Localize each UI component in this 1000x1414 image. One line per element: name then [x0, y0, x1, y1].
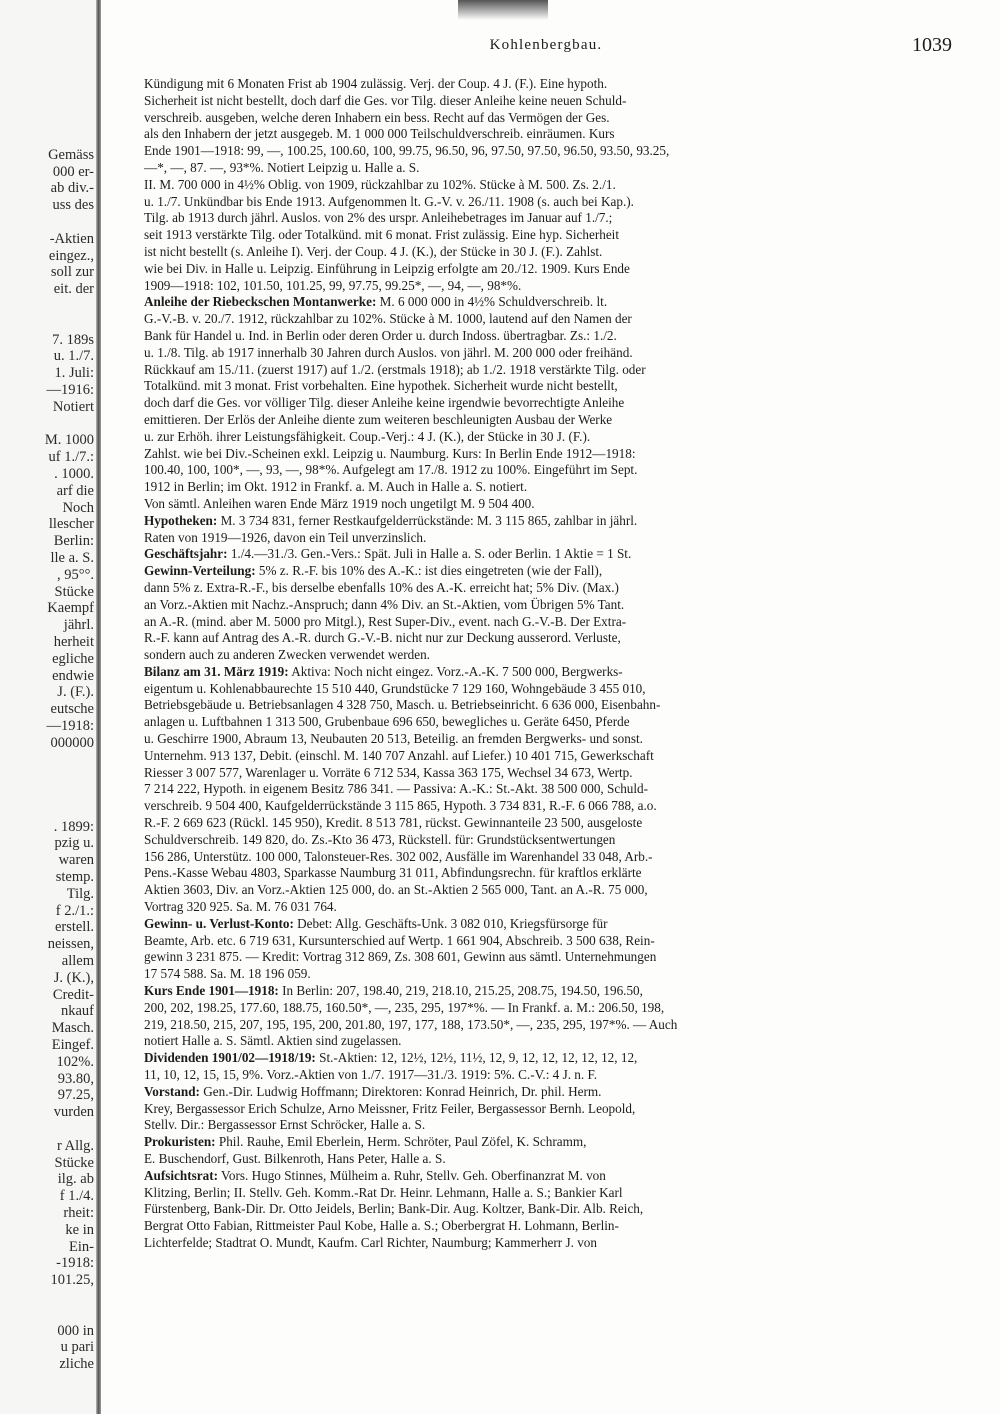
margin-fragment: llescher	[48, 516, 94, 533]
line-text: Krey, Bergassessor Erich Schulze, Arno Meissner, Fritz Feiler, Bergassessor Bernh. Leopold,	[144, 1100, 636, 1116]
text-line	[144, 1151, 952, 1168]
margin-fragment: 97.25,	[57, 1087, 94, 1104]
margin-fragment: egliche	[52, 650, 94, 667]
text-line	[144, 865, 952, 882]
line-text: 11, 10, 12, 15, 15, 9%. Vorz.-Aktien von 1./7. 1917—31./3. 1919: 5%. C.-V.: 4 J. n. F.	[144, 1067, 598, 1083]
line-text: Gen.-Dir. Ludwig Hoffmann; Direktoren: Konrad Heinrich, Dr. phil. Herm.	[199, 1083, 602, 1099]
text-line	[144, 714, 952, 731]
text-line	[144, 462, 952, 479]
text-line	[144, 479, 952, 496]
line-text: als den Inhabern der jetzt ausgegeb. M. 1 000 000 Teilschuldverschreib. einräumen. Kurs	[144, 126, 615, 142]
margin-fragment: waren	[58, 852, 94, 869]
margin-fragment: J. (K.),	[53, 969, 94, 986]
text-line	[144, 546, 952, 563]
line-text: verschreib. ausgeben, welche deren Inhabern ein bess. Recht auf das Vermögen der Ges.	[144, 109, 610, 125]
page-number: 1039	[912, 34, 952, 56]
margin-fragment: Notiert	[52, 398, 94, 415]
text-line	[144, 1084, 952, 1101]
line-text: M. 3 734 831, ferner Restkaufgelderrückstände: M. 3 115 865, zahlbar in jährl.	[217, 512, 638, 528]
text-line	[144, 530, 952, 547]
running-head: Kohlenbergbau.	[489, 37, 603, 53]
text-line	[144, 664, 952, 681]
line-text: 1909—1918: 102, 101.50, 101.25, 99, 97.75, 99.25*, —, 94, —, 98*%.	[144, 277, 522, 293]
margin-fragment: vurden	[53, 1104, 94, 1121]
line-text: u. Geschirre 1900, Abraum 13, Neubauten 20 513, Beteilig. an fremden Bergwerks- und sonst.	[144, 731, 643, 747]
line-text: Pens.-Kasse Webau 4803, Sparkasse Naumburg 31 011, Abfindungsrechn. für kraftlos erklärte	[144, 865, 642, 881]
line-text: Debet: Allg. Geschäfts-Unk. 3 082 010, Kriegsfürsorge für	[293, 915, 608, 931]
margin-fragment	[0, 298, 94, 315]
text-line	[144, 899, 952, 916]
margin-fragment: u pari	[60, 1339, 94, 1356]
section-heading: Vorstand:	[144, 1083, 200, 1099]
line-text: 100.40, 100, 100*, —, 93, —, 98*%. Aufgelegt am 17./8. 1912 zu 100%. Eingeführt im Sept.	[144, 462, 638, 478]
line-text: Phil. Rauhe, Emil Eberlein, Herm. Schröter, Paul Zöfel, K. Schramm,	[215, 1134, 587, 1150]
text-line	[144, 882, 952, 899]
margin-fragment: Berlin:	[53, 533, 94, 550]
section-heading: Prokuristen:	[144, 1134, 216, 1150]
text-line	[144, 194, 952, 211]
margin-fragment: Masch.	[51, 1020, 94, 1037]
line-text: 200, 202, 198.25, 177.60, 188.75, 160.50*, —, 235, 295, 197*%. — In Frankf. a. M.: 206.50, 198,	[144, 999, 665, 1015]
line-text: Stellv. Dir.: Bergassessor Ernst Schröcker, Halle a. S.	[144, 1117, 426, 1133]
line-text: E. Buschendorf, Gust. Bilkenroth, Hans Peter, Halle a. S.	[144, 1151, 446, 1166]
margin-fragment: 101.25,	[50, 1272, 94, 1289]
margin-fragment: stemp.	[55, 869, 94, 886]
line-text: gewinn 3 231 875. — Kredit: Vortrag 312 869, Zs. 308 601, Gewinn aus sämtl. Unternehmungen	[144, 949, 657, 965]
margin-fragment: Ein-	[69, 1238, 94, 1255]
margin-fragment: eingez.,	[48, 247, 94, 264]
margin-fragment: arf die	[56, 482, 94, 499]
margin-fragment: endwie	[52, 667, 94, 684]
line-text: —*, —, 87. —, 93*%. Notiert Leipzig u. Halle a. S.	[144, 159, 420, 175]
section-heading: Gewinn- u. Verlust-Konto:	[144, 915, 294, 931]
text-line	[144, 261, 952, 278]
text-line	[144, 781, 952, 798]
margin-fragment: —1918:	[46, 717, 94, 734]
line-text: an A.-R. (mind. aber M. 5000 pro Mitgl.), Rest Super-Div., event. nach G.-V.-B. Der Extra-	[144, 613, 627, 629]
line-text: II. M. 700 000 in 4½% Oblig. von 1909, rückzahlbar zu 102%. Stücke à M. 500. Zs. 2./1.	[144, 176, 616, 192]
text-line	[144, 143, 952, 160]
text-line	[144, 1000, 952, 1017]
text-line	[144, 93, 952, 110]
margin-fragment: eit. der	[53, 281, 94, 298]
text-line	[144, 563, 952, 580]
margin-fragment: Stücke	[54, 1154, 94, 1171]
text-line	[144, 210, 952, 227]
line-text: Zahlst. wie bei Div.-Scheinen exkl. Leipzig u. Naumburg. Kurs: In Berlin Ende 1912—1918:	[144, 445, 636, 461]
margin-fragment: rheit:	[63, 1205, 94, 1221]
line-text: notiert Halle a. S. Sämtl. Aktien sind zugelassen.	[144, 1033, 402, 1049]
margin-fragment: zliche	[59, 1356, 94, 1373]
line-text: 219, 218.50, 215, 207, 195, 195, 200, 201.80, 197, 177, 188, 173.50*, —, 235, 295, 197*%. — Auch	[144, 1016, 678, 1032]
section-heading: Geschäftsjahr:	[144, 546, 228, 562]
margin-fragment: J. (F.).	[57, 684, 94, 701]
line-text: 1912 in Berlin; im Okt. 1912 in Frankf. a. M. Auch in Halle a. S. notiert.	[144, 479, 528, 495]
margin-fragment: Gemäss	[48, 146, 94, 163]
line-text: 5% z. R.-F. bis 10% des A.-K.: ist dies eingetreten (wie der Fall),	[255, 563, 603, 579]
text-line	[144, 580, 952, 597]
text-line	[144, 916, 952, 933]
line-text: Aktien 3603, Div. an Vorz.-Aktien 125 000, do. an St.-Aktien 2 565 000, Tant. an A.-R. 75 000,	[144, 882, 648, 898]
line-text: R.-F. 2 669 623 (Rückl. 145 950), Kredit. 8 513 781, rückst. Gewinnanteile 23 500, ausgeloste	[144, 815, 643, 831]
margin-fragment: f 1./4.	[59, 1188, 94, 1205]
text-line	[144, 1050, 952, 1067]
text-line	[144, 126, 952, 143]
text-line	[144, 1134, 952, 1151]
line-text: Raten von 1919—1926, davon ein Teil unverzinslich.	[144, 529, 427, 545]
text-line	[144, 1017, 952, 1034]
margin-fragment: M. 1000	[44, 432, 94, 449]
line-text: u. 1./8. Tilg. ab 1917 innerhalb 30 Jahren durch Auslos. von jährl. M. 200 000 oder freihänd.	[144, 344, 633, 360]
text-line	[144, 1185, 952, 1202]
line-text: eigentum u. Kohlenabbaurechte 15 510 440, Grundstücke 7 129 160, Wohngebäude 3 455 010,	[144, 680, 646, 696]
line-text: ist nicht bestellt (s. Anleihe I). Verj. der Coup. 4 J. (K.), der Stücke in 30 J. (F.). Zahlst.	[144, 243, 603, 259]
main-text-column	[144, 76, 952, 1252]
previous-page-margin-text	[0, 130, 94, 1373]
line-text: Totalkünd. mit 3 monat. Frist vorbehalten. Eine hypothek. Sicherheit wurde nicht bestellt,	[144, 378, 618, 394]
margin-fragment: u. 1./7.	[53, 348, 94, 365]
text-line	[144, 446, 952, 463]
text-line	[144, 177, 952, 194]
text-line	[144, 378, 952, 395]
margin-fragment: 7. 189s	[52, 331, 94, 348]
line-text: Lichterfelde; Stadtrat O. Mundt, Kaufm. Carl Richter, Naumburg; Kammerherr J. von	[144, 1234, 597, 1250]
text-line	[144, 597, 952, 614]
margin-fragment: 93.80,	[57, 1070, 94, 1087]
text-line	[144, 513, 952, 530]
margin-fragment	[0, 802, 94, 819]
margin-fragment: herheit	[53, 633, 94, 650]
section-heading: Bilanz am 31. März 1919:	[144, 663, 289, 679]
margin-fragment: ab div.-	[50, 180, 94, 197]
line-text: u. 1./7. Unkündbar bis Ende 1913. Aufgenommen lt. G.-V. v. 26./11. 1908 (s. auch bei Kap.).	[144, 193, 634, 209]
line-text: Riesser 3 007 577, Warenlager u. Vorräte 6 712 534, Kassa 363 175, Wechsel 34 673, Wertp.	[144, 764, 633, 780]
margin-fragment: uss des	[52, 197, 94, 214]
line-text: wie bei Div. in Halle u. Leipzig. Einführung in Leipzig erfolgte am 20./12. 1909. Kurs Ende	[144, 260, 630, 276]
line-text: St.-Aktien: 12, 12½, 12½, 11½, 12, 9, 12, 12, 12, 12, 12, 12,	[315, 1050, 638, 1066]
line-text: anlagen u. Luftbahnen 1 313 500, Grubenbaue 696 650, bewegliches u. Geräte 6450, Pferde	[144, 714, 630, 730]
margin-fragment: soll zur	[50, 264, 94, 281]
text-line	[144, 76, 952, 93]
margin-fragment: 1. Juli:	[54, 365, 94, 382]
page-header	[140, 34, 952, 60]
margin-fragment: lle a. S.	[50, 549, 94, 566]
margin-fragment: uf 1./7.:	[48, 449, 94, 466]
line-text: 17 574 588. Sa. M. 18 196 059.	[144, 966, 311, 982]
line-text: Bergrat Otto Fabian, Rittmeister Paul Kobe, Halle a. S.; Oberbergrat H. Lohmann, Berlin-	[144, 1218, 619, 1234]
section-heading: Aufsichtsrat:	[144, 1167, 218, 1183]
line-text: sondern auch zu anderen Zwecken verwendet werden.	[144, 647, 430, 663]
section-heading: Hypotheken:	[144, 512, 218, 528]
line-text: Sicherheit ist nicht bestellt, doch darf die Ges. vor Tilg. dieser Anleihe keine neuen Schuld-	[144, 92, 627, 108]
text-line	[144, 1101, 952, 1118]
scan-shadow	[458, 0, 548, 20]
line-text: Tilg. ab 1913 durch jährl. Auslos. von 2% des urspr. Anleihebetrages im Januar auf 1./7.;	[144, 210, 613, 226]
text-line	[144, 227, 952, 244]
line-text: In Berlin: 207, 198.40, 219, 218.10, 215.25, 208.75, 194.50, 196.50,	[278, 983, 643, 999]
line-text: emittieren. Der Erlös der Anleihe diente zum weiteren beschleunigten Ausbau der Werke	[144, 411, 613, 427]
text-line	[144, 832, 952, 849]
text-line	[144, 496, 952, 513]
margin-fragment: nkauf	[60, 1003, 94, 1020]
line-text: Schuldverschreib. 149 820, do. Zs.-Kto 36 473, Rückstell. für: Grundstücksentwertungen	[144, 831, 616, 847]
text-line	[144, 395, 952, 412]
text-line	[144, 1168, 952, 1185]
line-text: an Vorz.-Aktien mit Nachz.-Anspruch; dann 4% Div. an St.-Aktien, vom Übrigen 5% Tant.	[144, 596, 625, 612]
line-text: Bank für Handel u. Ind. in Berlin oder deren Order u. durch Indoss. übertragbar. Zs.: 1./2.	[144, 327, 617, 343]
margin-fragment: 102%.	[56, 1053, 94, 1070]
text-line	[144, 849, 952, 866]
line-text: Von sämtl. Anleihen waren Ende März 1919 noch ungetilgt M. 9 504 400.	[144, 495, 535, 511]
margin-fragment: Noch	[62, 499, 94, 516]
margin-fragment: Kaempf	[47, 600, 94, 617]
margin-fragment: jährl.	[63, 617, 94, 634]
margin-fragment: . 1899:	[53, 818, 94, 835]
line-text: Rückkauf am 15./11. (zuerst 1917) auf 1./2. (erstmals 1918); ab 1./2. 1918 verstärkte Tilg. oder	[144, 361, 646, 377]
text-line	[144, 1033, 952, 1050]
margin-fragment: ilg. ab	[57, 1171, 94, 1188]
text-line	[144, 294, 952, 311]
text-line	[144, 681, 952, 698]
text-line	[144, 311, 952, 328]
text-line	[144, 160, 952, 177]
margin-fragment: Stücke	[54, 583, 94, 600]
line-text: Vors. Hugo Stinnes, Mülheim a. Ruhr, Stellv. Geh. Oberfinanzrat M. von	[218, 1167, 606, 1183]
text-line	[144, 244, 952, 261]
line-text: Kündigung mit 6 Monaten Frist ab 1904 zulässig. Verj. der Coup. 4 J. (F.). Eine hypoth.	[144, 76, 608, 91]
line-text: G.-V.-B. v. 20./7. 1912, rückzahlbar zu 102%. Stücke à M. 1000, lautend auf den Namen der	[144, 311, 632, 327]
text-line	[144, 328, 952, 345]
line-text: 7 214 222, Hypoth. in eigenem Besitz 786 341. — Passiva: A.-K.: St.-Akt. 38 500 000, Schuld-	[144, 781, 649, 797]
margin-fragment: 000 in	[57, 1322, 94, 1339]
line-text: Unternehm. 913 137, Debit. (einschl. M. 140 707 Anzahl. auf Liefer.) 10 401 715, Gewerkschaft	[144, 747, 654, 763]
text-line	[144, 647, 952, 664]
margin-fragment: —1916:	[46, 381, 94, 398]
margin-fragment: erstell.	[54, 919, 94, 936]
margin-fragment	[0, 1121, 94, 1138]
text-line	[144, 1201, 952, 1218]
line-text: Klitzing, Berlin; II. Stellv. Geh. Komm.-Rat Dr. Heinr. Lehmann, Halle a. S.; Bankier Karl	[144, 1184, 623, 1200]
margin-fragment: , 95°°.	[57, 566, 94, 583]
text-line	[144, 614, 952, 631]
line-text: M. 6 000 000 in 4½% Schuldverschreib. lt.	[376, 294, 608, 310]
line-text: Fürstenberg, Bank-Dir. Dr. Otto Jeidels, Berlin; Bank-Dir. Aug. Koltzer, Bank-Dir. Alb. Reich,	[144, 1201, 644, 1217]
margin-fragment: 000 er-	[52, 163, 94, 180]
margin-fragment	[0, 416, 94, 433]
section-heading: Dividenden 1901/02—1918/19:	[144, 1050, 316, 1066]
margin-fragment	[0, 214, 94, 231]
text-line	[144, 765, 952, 782]
binding-fold	[96, 0, 101, 1414]
section-heading: Anleihe der Riebeckschen Montanwerke:	[144, 294, 377, 310]
text-line	[144, 412, 952, 429]
line-text: 156 286, Unterstütz. 100 000, Talonsteuer-Res. 302 002, Ausfälle im Warenhandel 33 048, Arb.-	[144, 848, 653, 864]
margin-fragment: neissen,	[47, 936, 94, 953]
line-text: Aktiva: Noch nicht eingez. Vorz.-A.-K. 7 500 000, Bergwerks-	[288, 663, 623, 679]
text-line	[144, 362, 952, 379]
margin-fragment: eutsche	[50, 701, 94, 718]
line-text: Ende 1901—1918: 99, —, 100.25, 100.60, 100, 99.75, 96.50, 96, 97.50, 97.50, 96.50, 93.50, 93.25,	[144, 143, 670, 159]
text-line	[144, 933, 952, 950]
margin-fragment: 000000	[50, 734, 94, 751]
text-line	[144, 949, 952, 966]
margin-fragment	[0, 1289, 94, 1306]
margin-fragment: ke in	[65, 1221, 94, 1238]
line-text: verschreib. 9 504 400, Kaufgelderrückstände 3 115 865, Hypoth. 3 734 831, R.-F. 6 066 788, a.o.	[144, 798, 657, 814]
text-line	[144, 748, 952, 765]
line-text: dann 5% z. Extra-R.-F., bis derselbe ebenfalls 10% des A.-K. erreicht hat; 5% Div. (Max.)	[144, 579, 619, 595]
line-text: Vortrag 320 925. Sa. M. 76 031 764.	[144, 899, 337, 915]
margin-fragment: Tilg.	[66, 885, 94, 902]
line-text: 1./4.—31./3. Gen.-Vers.: Spät. Juli in Halle a. S. oder Berlin. 1 Aktie = 1 St.	[227, 546, 632, 562]
text-line	[144, 697, 952, 714]
line-text: R.-F. kann auf Antrag des A.-R. durch G.-V.-B. nicht nur zur Deckung ausserord. Verluste,	[144, 630, 621, 646]
margin-fragment: -Aktien	[49, 230, 94, 247]
section-heading: Gewinn-Verteilung:	[144, 563, 256, 579]
margin-fragment: r Allg.	[56, 1137, 94, 1154]
text-line	[144, 1218, 952, 1235]
text-line	[144, 983, 952, 1000]
line-text: Beamte, Arb. etc. 6 719 631, Kursunterschied auf Wertp. 1 661 904, Abschreib. 3 500 638, Rein-	[144, 932, 655, 948]
text-line	[144, 278, 952, 295]
line-text: seit 1913 verstärkte Tilg. oder Totalkünd. mit 6 monat. Frist zulässig. Eine hyp. Sicherheit	[144, 227, 619, 243]
text-line	[144, 815, 952, 832]
margin-fragment: . 1000.	[54, 465, 94, 482]
margin-fragment	[0, 315, 94, 332]
section-heading: Kurs Ende 1901—1918:	[144, 983, 279, 999]
line-text: Betriebsgebäude u. Betriebsanlagen 4 328 750, Masch. u. Betriebseinricht. 6 636 000, Eisenbahn-	[144, 697, 661, 713]
line-text: u. zur Erhöh. ihrer Leistungsfähigkeit. Coup.-Verj.: 4 J. (K.), der Stücke in 30 J. (F.).	[144, 428, 591, 444]
line-text: doch darf die Ges. vor völliger Tilg. dieser Anleihe keine irgendwie bevorrechtigte Anleihe	[144, 395, 625, 411]
text-line	[144, 110, 952, 127]
margin-fragment: Credit-	[52, 986, 94, 1003]
text-line	[144, 1067, 952, 1084]
margin-fragment	[0, 751, 94, 768]
text-line	[144, 798, 952, 815]
text-line	[144, 429, 952, 446]
margin-fragment: Eingef.	[51, 1037, 94, 1054]
text-line	[144, 630, 952, 647]
margin-fragment: pzig u.	[54, 835, 94, 852]
text-line	[144, 966, 952, 983]
text-line	[144, 1235, 952, 1252]
text-line	[144, 731, 952, 748]
margin-fragment	[0, 130, 94, 147]
margin-fragment	[0, 1306, 94, 1323]
text-line	[144, 345, 952, 362]
margin-fragment: allem	[61, 953, 94, 970]
margin-fragment	[0, 768, 94, 785]
margin-fragment: f 2./1.:	[55, 902, 94, 919]
text-line	[144, 1117, 952, 1134]
margin-fragment: -1918:	[56, 1255, 94, 1272]
margin-fragment	[0, 785, 94, 802]
